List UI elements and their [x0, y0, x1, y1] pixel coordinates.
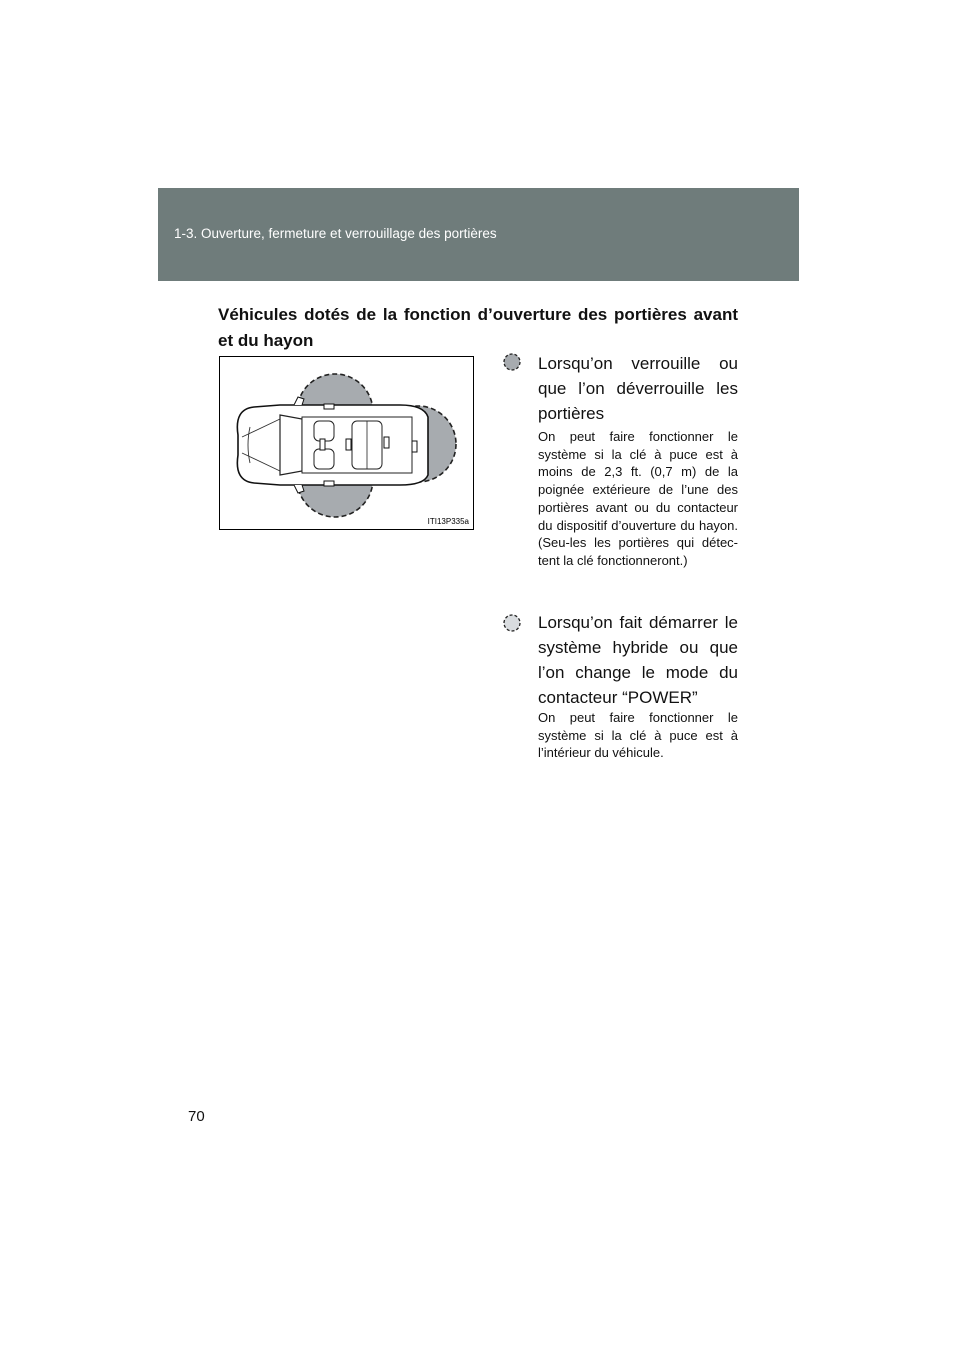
item-body-starting: On peut faire fonctionner le système si la clé à puce est à l’intérieur du véhicule. — [538, 710, 738, 761]
antenna-marker — [320, 439, 325, 450]
antenna-marker — [384, 437, 389, 448]
antenna-marker — [412, 441, 417, 452]
mirror-right — [294, 485, 304, 493]
page-number: 70 — [188, 1108, 205, 1125]
car-detection-figure — [219, 356, 474, 530]
antenna-marker — [346, 439, 351, 450]
front-seat-right — [314, 449, 334, 469]
antenna-marker — [324, 404, 334, 409]
item-heading-locking: Lorsqu’on verrouille ou que l’on déverrouille les portières — [538, 354, 738, 423]
figure-code: ITI13P335a — [427, 517, 469, 526]
dashed-circle-light-icon — [503, 614, 521, 632]
windshield — [280, 415, 302, 475]
dashed-circle-filled-icon — [503, 353, 521, 371]
front-seat-left — [314, 421, 334, 441]
item-body-locking: On peut faire fonctionner le système si la clé à puce est à moins de 2,3 ft. (0,7 m) de la poignée extérieure de l’une des portières avant ou du contacteur du dispositif d’ouverture du hayon. (Seu-les les portières qui détec-tent la clé fonctionneront.) — [538, 429, 738, 568]
item-heading-starting: Lorsqu’on fait démarrer le système hybride ou que l’on change le mode du contacteur “POWER” — [538, 613, 738, 707]
mirror-left — [294, 397, 304, 405]
section-title: Véhicules dotés de la fonction d’ouverture des portières avant et du hayon — [218, 305, 738, 350]
section-header: 1-3. Ouverture, fermeture et verrouillage des portières — [174, 226, 497, 241]
car-top-view-diagram — [220, 357, 473, 529]
antenna-marker — [324, 481, 334, 486]
